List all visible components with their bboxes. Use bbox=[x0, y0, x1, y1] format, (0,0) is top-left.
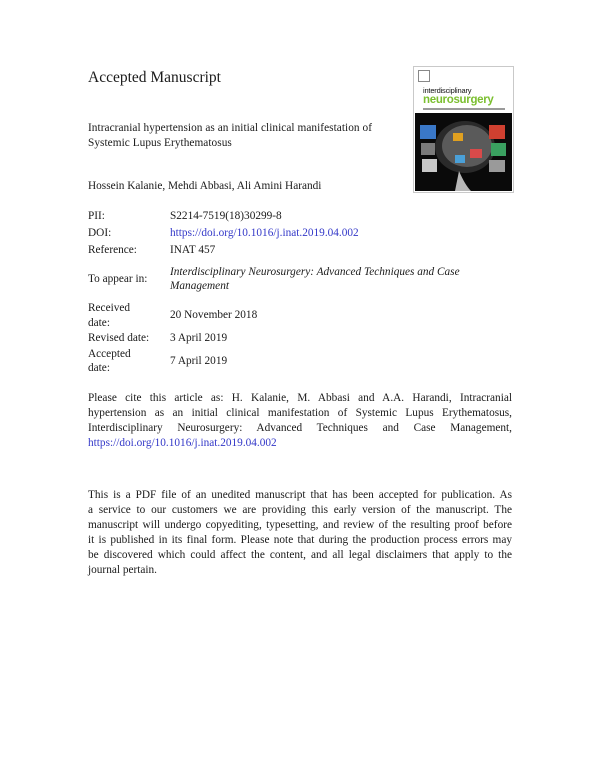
reference-label: Reference: bbox=[88, 244, 137, 256]
citation-paragraph bbox=[88, 391, 512, 451]
journal-full-name-line1: Interdisciplinary Neurosurgery: Advanced Techniques and Case bbox=[170, 266, 460, 278]
journal-name-line2: neurosurgery bbox=[423, 94, 494, 106]
revised-date: 3 April 2019 bbox=[170, 332, 228, 344]
journal-cover-image bbox=[413, 66, 514, 193]
manuscript-heading: Accepted Manuscript bbox=[88, 69, 221, 86]
received-label-line2: date: bbox=[88, 317, 110, 329]
revised-label: Revised date: bbox=[88, 332, 150, 344]
journal-subtitle-bar bbox=[423, 108, 505, 110]
reference-value: INAT 457 bbox=[170, 244, 216, 256]
notice-line-4: it is published in its final form. Please note that during the production process errors may bbox=[88, 534, 512, 546]
journal-full-name-line2: Management bbox=[170, 280, 229, 292]
pii-value: S2214-7519(18)30299-8 bbox=[170, 210, 282, 222]
notice-line-2: a service to our customers we are providing this early version of the manuscript. The bbox=[88, 504, 512, 516]
doi-label: DOI: bbox=[88, 227, 112, 239]
citation-line-3: Interdisciplinary Neurosurgery: Advanced Techniques and Case Management, bbox=[88, 422, 512, 434]
accepted-label-line2: date: bbox=[88, 362, 110, 374]
unedited-notice-paragraph bbox=[88, 488, 512, 578]
citation-doi-link[interactable]: https://doi.org/10.1016/j.inat.2019.04.002 bbox=[88, 437, 277, 449]
brain-scan-artwork bbox=[415, 113, 512, 191]
citation-line-2: hypertension as an initial clinical manifestation of Systemic Lupus Erythematosus, bbox=[88, 407, 512, 419]
article-title: Intracranial hypertension as an initial clinical manifestation of Systemic Lupus Erythematosus bbox=[88, 122, 372, 149]
to-appear-label: To appear in: bbox=[88, 273, 148, 285]
notice-line-5: be discovered which could affect the content, and all legal disclaimers that apply to the bbox=[88, 549, 512, 561]
author-list: Hossein Kalanie, Mehdi Abbasi, Ali Amini Harandi bbox=[88, 180, 322, 192]
notice-line-6: journal pertain. bbox=[88, 564, 158, 576]
notice-line-1: This is a PDF file of an unedited manuscript that has been accepted for publication. As bbox=[88, 489, 512, 501]
received-date: 20 November 2018 bbox=[170, 309, 258, 321]
notice-line-3: manuscript will undergo copyediting, typesetting, and review of the resulting proof before bbox=[88, 519, 512, 531]
publisher-logo-icon bbox=[418, 70, 430, 82]
doi-link[interactable]: https://doi.org/10.1016/j.inat.2019.04.002 bbox=[170, 227, 359, 239]
citation-line-1: Please cite this article as: H. Kalanie, M. Abbasi and A.A. Harandi, Intracranial bbox=[88, 392, 512, 404]
received-label-line1: Received bbox=[88, 302, 131, 314]
journal-name-line1: interdisciplinary bbox=[423, 86, 472, 95]
accepted-date: 7 April 2019 bbox=[170, 355, 228, 367]
accepted-label-line1: Accepted bbox=[88, 348, 131, 360]
pii-label: PII: bbox=[88, 210, 105, 222]
